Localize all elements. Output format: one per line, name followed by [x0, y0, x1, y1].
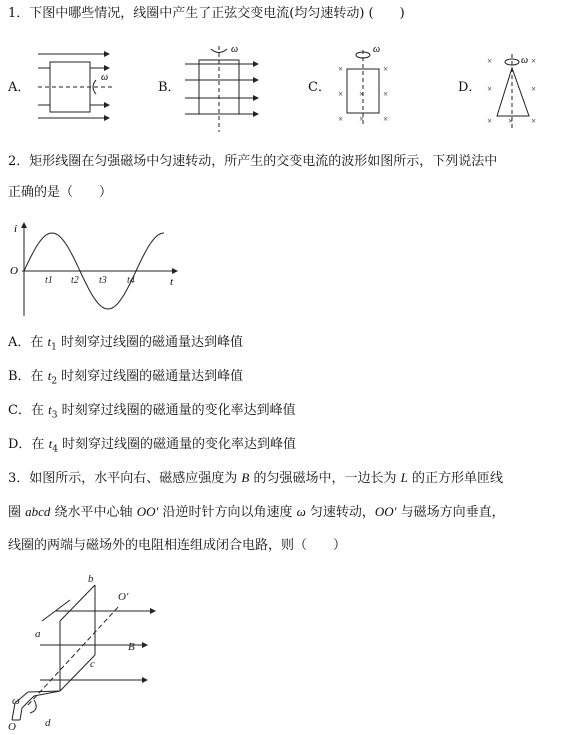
svg-text:×: × [338, 89, 344, 99]
q3-label-B: B [128, 641, 135, 653]
q1-stem: 1．下图中哪些情况，线圈中产生了正弦交变电流(均匀速转动) ( ) [8, 6, 405, 21]
q3-label-omega: ω [12, 695, 20, 707]
svg-text:×: × [487, 84, 493, 94]
svg-text:×: × [487, 116, 493, 126]
q2-tick-t4: t4 [127, 275, 135, 286]
q3-label-c: c [90, 658, 95, 670]
svg-text:×: × [487, 56, 493, 66]
q2-tick-t2: t2 [71, 275, 79, 286]
svg-text:×: × [531, 56, 537, 66]
q1-b-omega: ω [231, 44, 239, 55]
q3-label-d: d [45, 717, 51, 729]
q3-stem-line1: 3．如图所示，水平向右、磁感应强度为 B 的匀强磁场中，一边长为 L 的正方形单匝线 [8, 470, 503, 486]
svg-text:×: × [383, 89, 389, 99]
q1-c-omega: ω [373, 44, 381, 55]
q2-current-waveform-graph [0, 222, 190, 322]
q1-figure-b [185, 42, 265, 134]
q1-option-b-label: B． [158, 80, 181, 95]
q1-a-omega: ω [101, 72, 109, 83]
q1-option-a-label: A． [8, 80, 31, 95]
svg-text:×: × [383, 64, 389, 74]
q2-axis-y-label: i [14, 223, 18, 235]
q3-label-b: b [88, 573, 94, 585]
q3-label-O-prime: O′ [118, 591, 129, 603]
q2-option-a: A．在 $t_1$ 时刻穿过线圈的磁通量达到峰值 [8, 334, 244, 353]
q3-stem-line2: 圈 abcd 绕水平中心轴 OO′ 沿逆时针方向以角速度 ω 匀速转动，OO′ 与磁场方向垂直， [8, 504, 505, 520]
q1-d-omega: ω [521, 55, 529, 66]
svg-text:×: × [383, 114, 389, 124]
svg-text:×: × [338, 114, 344, 124]
q3-label-a: a [35, 628, 41, 640]
q1-option-d-label: D． [458, 80, 482, 95]
q1-option-c-label: C． [308, 80, 331, 95]
svg-text:×: × [531, 84, 537, 94]
q3-stem-line3: 线圈的两端与磁场外的电阻相连组成闭合电路，则（ ） [8, 538, 347, 553]
q1-figure-c [335, 42, 405, 127]
svg-text:×: × [359, 114, 365, 124]
q3-coil-figure [0, 570, 170, 733]
q2-tick-t3: t3 [99, 275, 107, 286]
svg-text:×: × [508, 116, 514, 126]
q1-figure-d [485, 50, 555, 128]
q2-stem-line1: 2．矩形线圈在匀强磁场中匀速转动，所产生的交变电流的波形如图所示，下列说法中 [8, 154, 498, 169]
q2-origin-label: O [10, 265, 18, 277]
q1-figure-a [38, 50, 118, 125]
q2-tick-t1: t1 [45, 275, 53, 286]
svg-text:×: × [359, 89, 365, 99]
svg-text:×: × [338, 64, 344, 74]
q2-axis-x-label: t [170, 276, 174, 288]
q3-label-O: O [8, 721, 16, 733]
svg-text:×: × [531, 116, 537, 126]
q2-option-d: D．在 $t_4$ 时刻穿过线圈的磁通量的变化率达到峰值 [8, 436, 297, 455]
q2-option-c: C．在 $t_3$ 时刻穿过线圈的磁通量的变化率达到峰值 [8, 402, 296, 421]
q2-option-b: B．在 $t_2$ 时刻穿过线圈的磁通量达到峰值 [8, 368, 244, 387]
q2-stem-line2: 正确的是（ ） [8, 185, 113, 200]
